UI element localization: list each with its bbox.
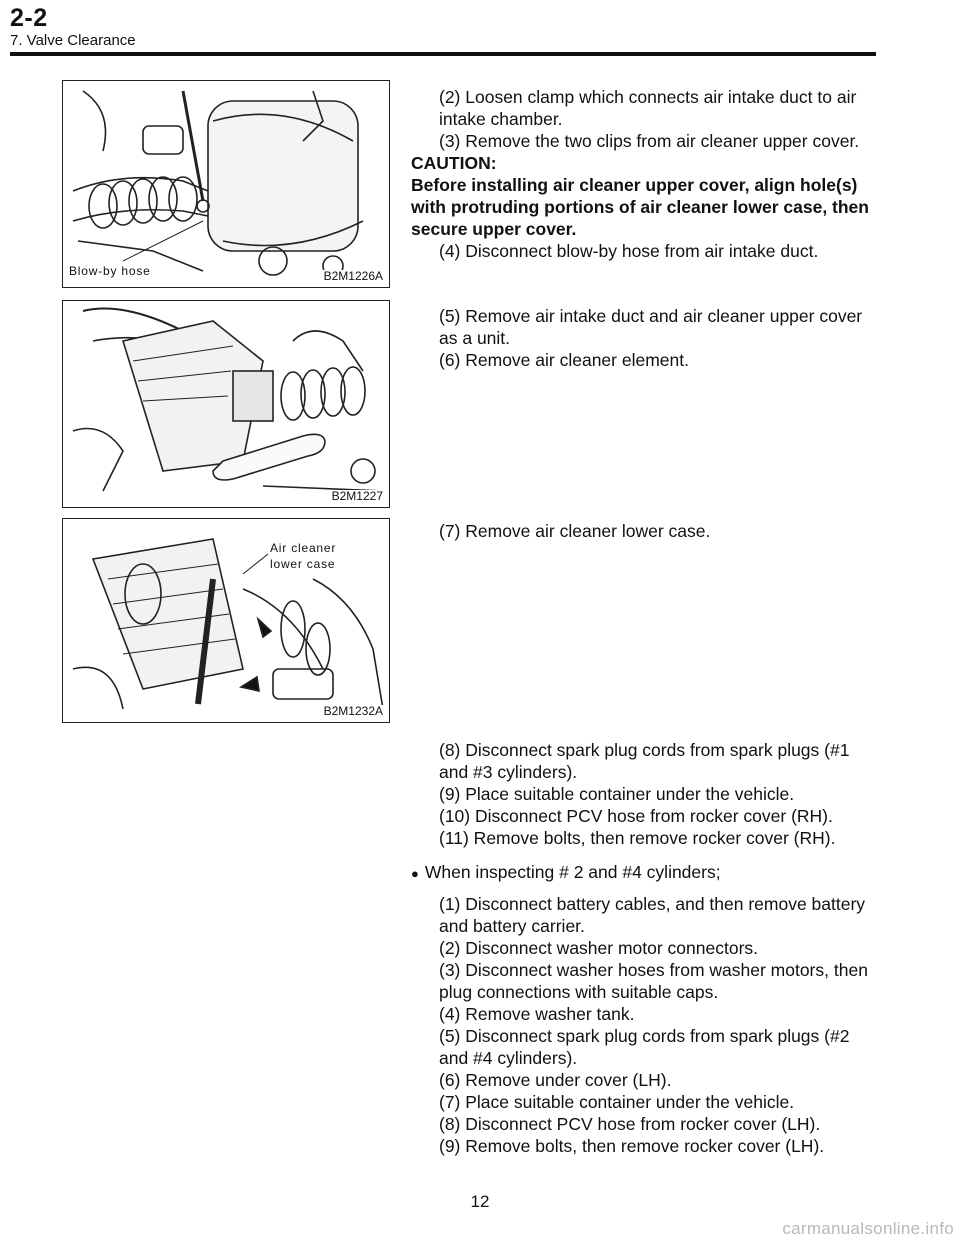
figure-code: B2M1226A (323, 269, 383, 283)
figure-code: B2M1227 (331, 489, 383, 503)
watermark: carmanualsonline.info (782, 1219, 954, 1238)
caution-title: CAUTION: (411, 153, 497, 173)
text-block-3 (411, 520, 879, 542)
step-4: (4) Disconnect blow-by hose from air intake duct. (439, 241, 819, 261)
engine-illustration-2 (63, 301, 389, 507)
list-item: (9) Remove bolts, then remove rocker cover (LH). (439, 1136, 825, 1156)
step-9: (9) Place suitable container under the vehicle. (439, 784, 795, 804)
page-number: 12 (470, 1192, 490, 1211)
text-block-1 (411, 86, 879, 262)
engine-illustration-3 (63, 519, 389, 722)
step-3: (3) Remove the two clips from air cleaner upper cover. (439, 131, 860, 151)
heading-text: When inspecting # 2 and #4 cylinders; (424, 862, 721, 882)
figure-code: B2M1232A (323, 704, 383, 718)
callout-blow-by-hose: Blow-by hose (69, 264, 151, 278)
figure-remove-duct (62, 300, 390, 508)
section-title: 7. Valve Clearance (10, 32, 136, 49)
engine-illustration-1 (63, 81, 389, 287)
list-item: (3) Disconnect washer hoses from washer motors, then plug connections with suitable caps. (439, 960, 868, 1002)
list-item: (7) Place suitable container under the vehicle. (439, 1092, 795, 1112)
header-rule (10, 52, 876, 56)
text-block-5 (411, 861, 879, 1157)
step-2: (2) Loosen clamp which connects air intake duct to air intake chamber. (439, 87, 857, 129)
callout-air-cleaner: Air cleaner (270, 541, 337, 555)
step-11: (11) Remove bolts, then remove rocker cover (RH). (439, 828, 836, 848)
caution-text: Before installing air cleaner upper cover, align hole(s) with protruding portions of air cleaner lower case, then secure upper cover. (411, 175, 869, 239)
step-10: (10) Disconnect PCV hose from rocker cover (RH). (439, 806, 833, 826)
section-number: 2-2 (10, 4, 48, 32)
bullet-icon: ● (411, 866, 419, 881)
text-block-4 (411, 739, 879, 849)
text-block-2 (411, 305, 879, 371)
list-item: (1) Disconnect battery cables, and then remove battery and battery carrier. (439, 894, 866, 936)
figure-blow-by-hose (62, 80, 390, 288)
list-item: (4) Remove washer tank. (439, 1004, 635, 1024)
list-item: (6) Remove under cover (LH). (439, 1070, 672, 1090)
callout-lower-case: lower case (270, 557, 336, 571)
step-7: (7) Remove air cleaner lower case. (439, 521, 711, 541)
list-item: (2) Disconnect washer motor connectors. (439, 938, 759, 958)
step-6: (6) Remove air cleaner element. (439, 350, 689, 370)
step-5: (5) Remove air intake duct and air cleaner upper cover as a unit. (439, 306, 863, 348)
list-item: (5) Disconnect spark plug cords from spark plugs (#2 and #4 cylinders). (439, 1026, 850, 1068)
step-8: (8) Disconnect spark plug cords from spark plugs (#1 and #3 cylinders). (439, 740, 850, 782)
cylinders-2-4-heading (411, 861, 879, 885)
list-item: (8) Disconnect PCV hose from rocker cover (LH). (439, 1114, 821, 1134)
figure-air-cleaner-lower-case (62, 518, 390, 723)
